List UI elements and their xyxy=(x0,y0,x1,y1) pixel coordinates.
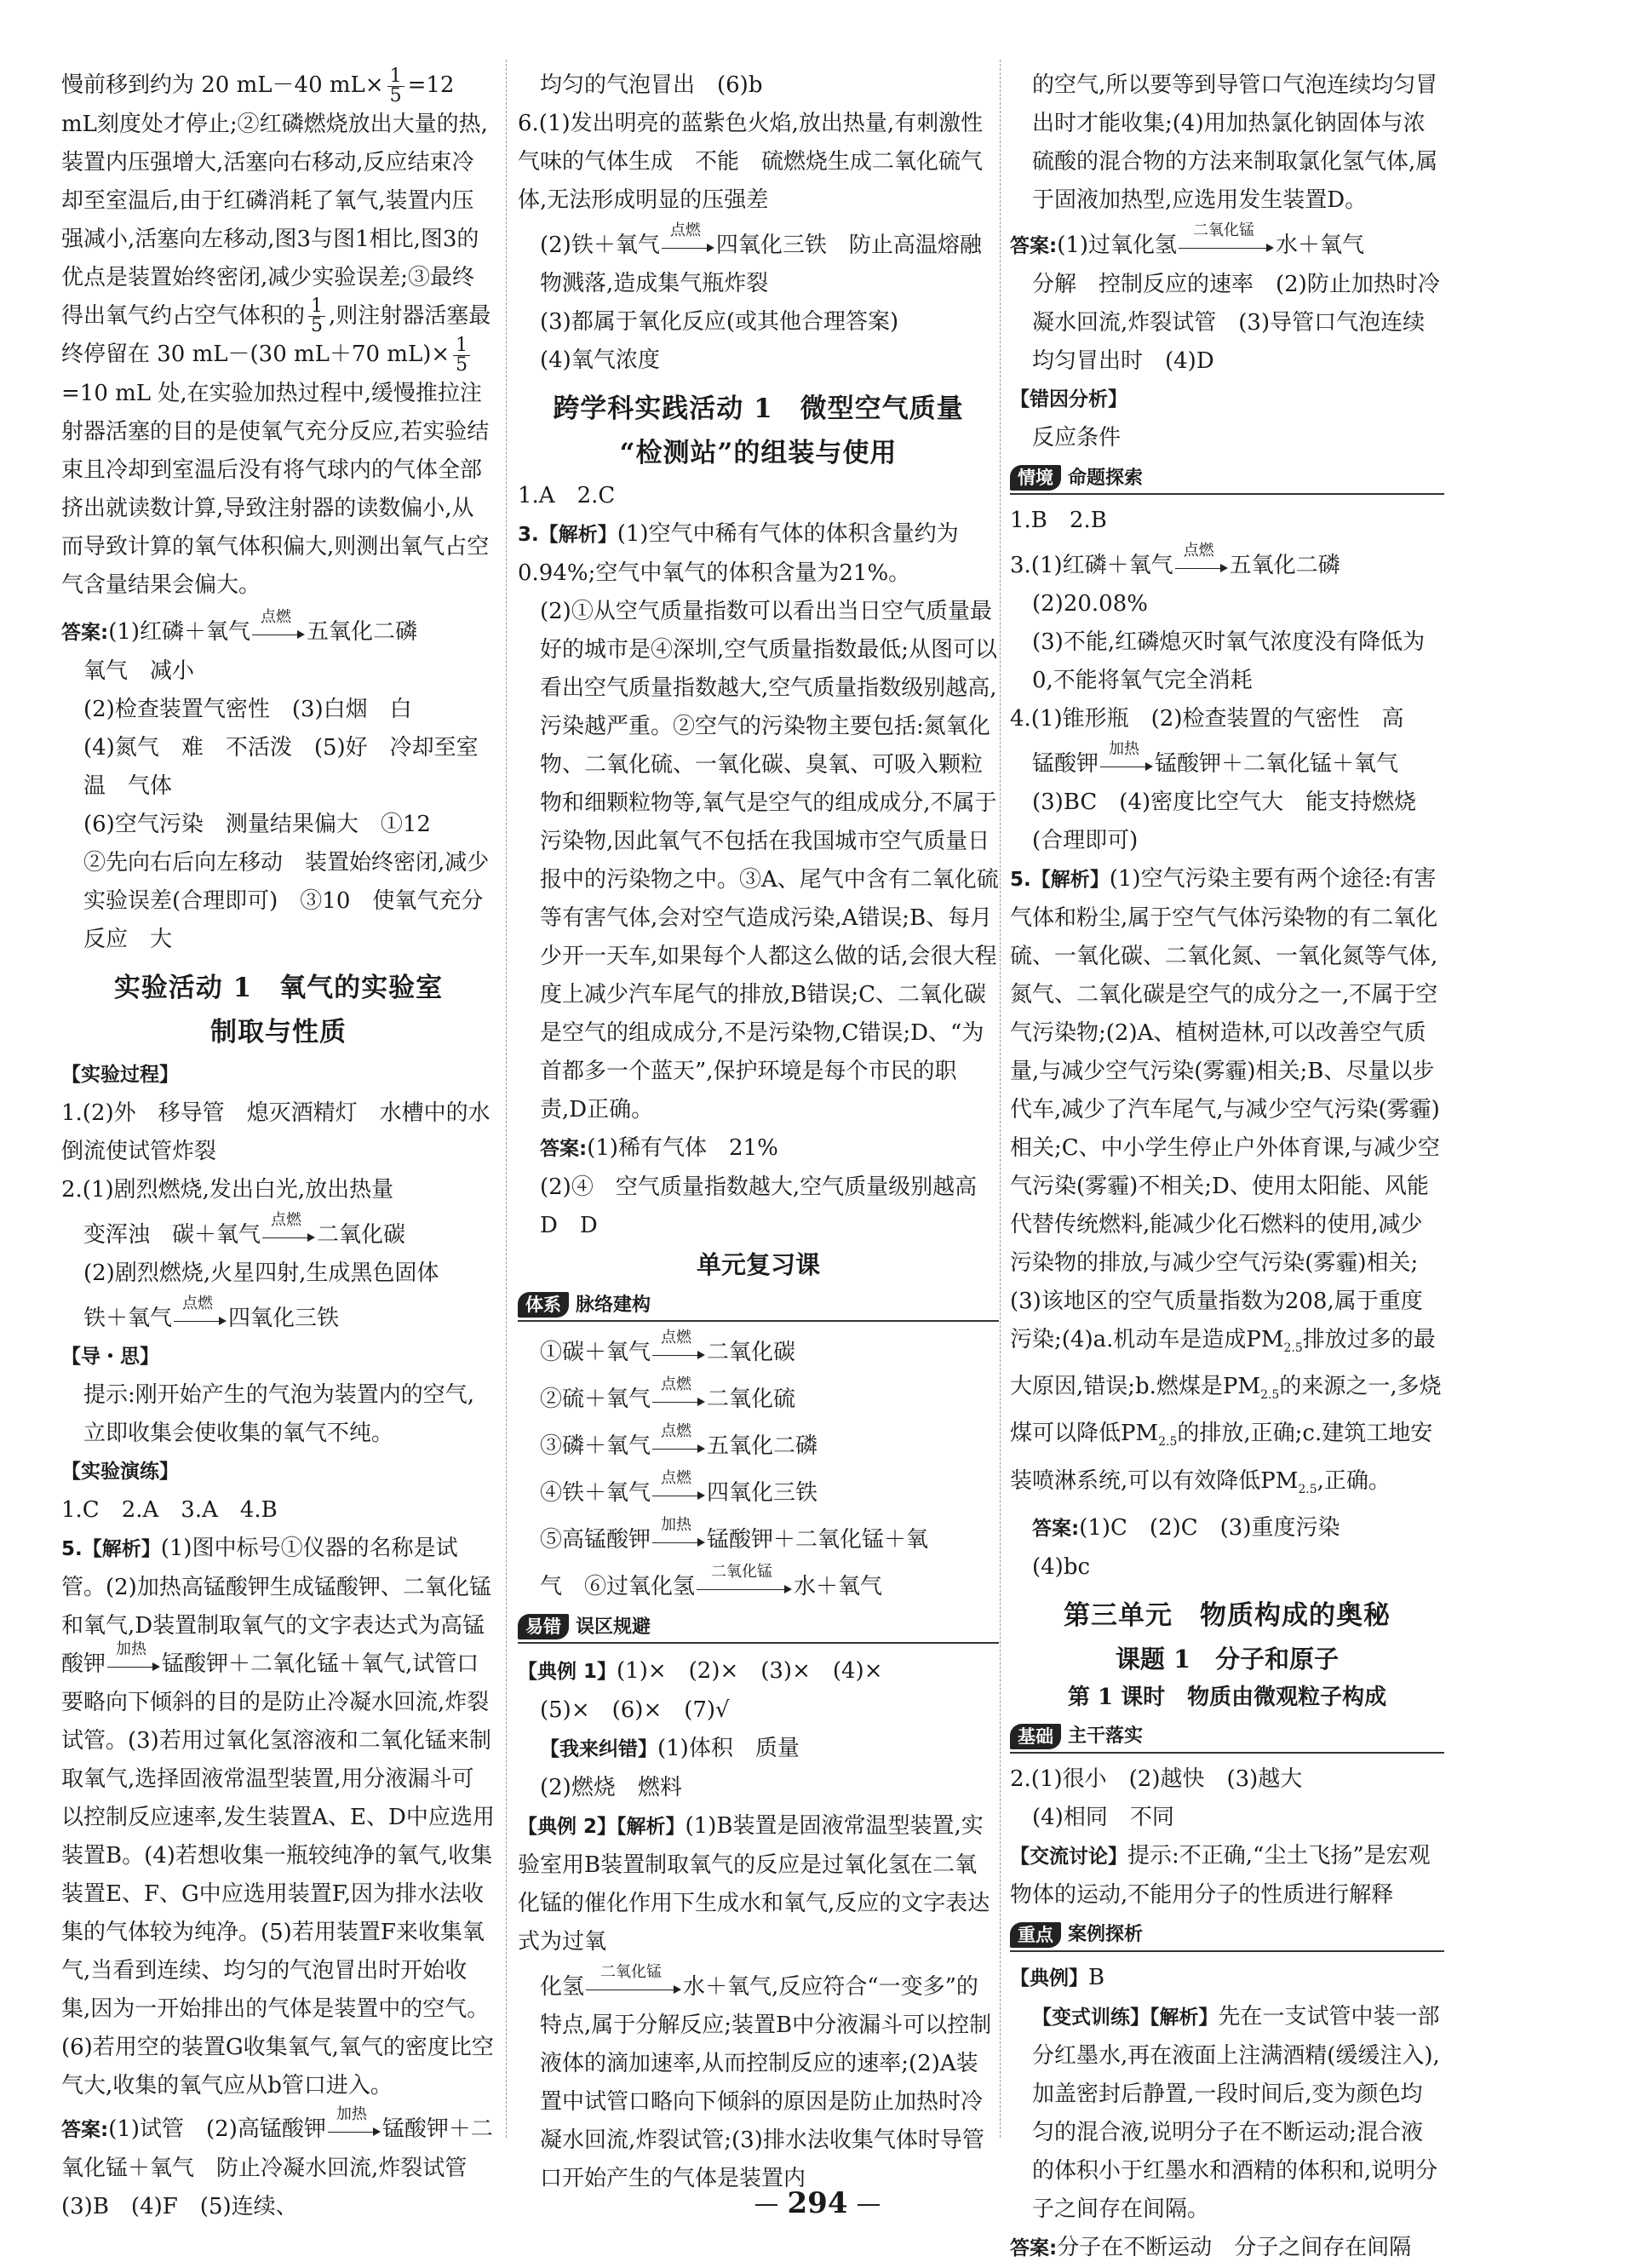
reaction-arrow: 点燃 xyxy=(1175,560,1228,573)
paragraph: 5.【解析】(1)空气污染主要有两个途径:有害气体和粉尘,属于空气气体污染物的有二氧化硫、一氧化碳、二氧化氮、一氧化氮等气体,氮气、二氧化碳是空气的成分之一,不属于空气污染物;(2)A、植树造林,可以改善空气质量,与减少空气污染(雾霾)相关;B、尽量以步代车,减少了汽车尾气,与减少空气污染(雾霾)相关;C、中小学生停止户外体育课,与减少空气污染(雾霾)不相关;D、使用太阳能、风能代替传统燃料,能减少化石燃料的使用,减少污染物的排放,与减少空气污染(雾霾)相关;(3)该地区的空气质量指数为208,属于重度污染;(4)a.机动车是造成$PM_{2.5}$排放过多的最大原因,错误;b.燃煤是$PM_{2.5}$的来源之一,多烧煤可以降低$PM_{2.5}$的排放,正确;c.建筑工地安装喷淋系统,可以有效降低$PM_{2.5}$,正确。 xyxy=(1010,866,1442,1496)
band-title: 命题探索 xyxy=(1068,467,1144,489)
paragraph: 【交流讨论】提示:不正确,“尘土飞扬”是宏观物体的运动,不能用分子的性质进行解释 xyxy=(1010,1842,1431,1908)
text: (4)氧气浓度 xyxy=(540,347,660,373)
subsection-label: 【实验演练】 xyxy=(61,1460,179,1483)
paragraph: 化氢 二氧化锰 水＋氧气,反应符合“一变多”的特点,属于分解反应;装置B中分液漏斗可以控制液体的滴加速率,从而控制反应的速率;(2)A装置中试管口略向下倾斜的原因是防止加热时冷凝水回流,炸裂试管;(3)排水法收集气体时导管口开始产生的气体是装置内 xyxy=(540,1963,992,2191)
text: (3)都属于氧化反应(或其他合理答案) xyxy=(540,309,899,335)
text: (2)燃烧 燃料 xyxy=(540,1775,682,1800)
section-heading: 单元复习课 xyxy=(696,1250,820,1279)
text: 提示:刚开始产生的气泡为装置内的空气,立即收集会使收集的氧气不纯。 xyxy=(83,1381,475,1446)
answer-block: 答案:分子在不断运动 分子之间存在间隔 xyxy=(1010,2234,1412,2260)
text: 的空气,所以要等到导管口气泡连续均匀冒出时才能收集;(4)用加热氯化钠固体与浓硫酸的混合物的方法来制取氯化氢气体,属于固液加热型,应选用发生装置D。 xyxy=(1032,72,1438,213)
equation: ③磷＋氧气 点燃 五氧化二磷 xyxy=(540,1422,818,1459)
subsection-label: 【导・思】 xyxy=(61,1345,159,1368)
band-badge: 重点 xyxy=(1010,1922,1061,1948)
text: 1.A 2.C xyxy=(518,483,616,508)
reaction-arrow: 点燃 xyxy=(652,1487,705,1501)
text: (4)相同 不同 xyxy=(1032,1804,1174,1830)
text: 分解 控制反应的速率 (2)防止加热时冷凝水回流,炸裂试管 (3)导管口气泡连续均匀冒出时 (4)D xyxy=(1032,272,1440,374)
column-1 xyxy=(61,66,496,2226)
text: 1.C 2.A 3.A 4.B xyxy=(61,1496,278,1523)
column-3 xyxy=(1010,66,1444,2268)
reaction-arrow: 点燃 xyxy=(652,1393,705,1407)
section-heading: 跨学科实践活动 1 微型空气质量 “检测站”的组装与使用 xyxy=(553,393,964,468)
page-number: 294 xyxy=(0,2186,1635,2220)
text: 【我来纠错】(1)体积 质量 xyxy=(540,1736,800,1761)
text: (5)× (6)× (7)√ xyxy=(540,1697,730,1723)
band-badge: 基础 xyxy=(1010,1724,1061,1749)
answer-block: 答案:(1)过氧化氢 二氧化锰 水＋氧气 xyxy=(1010,221,1365,258)
text: (6)空气污染 测量结果偏大 ①12 xyxy=(83,811,431,837)
section-band xyxy=(518,1289,999,1322)
section-band xyxy=(1010,462,1444,495)
reaction-arrow: 二氧化锰 xyxy=(697,1581,792,1594)
reaction-arrow: 加热 xyxy=(107,1658,160,1672)
text: 2.(1)很小 (2)越快 (3)越大 xyxy=(1010,1766,1303,1792)
reaction-arrow: 点燃 xyxy=(652,1440,705,1454)
subsection-label: 【实验过程】 xyxy=(61,1063,179,1086)
text: (4)bc xyxy=(1032,1553,1091,1580)
reaction-arrow: 点燃 xyxy=(662,239,714,253)
text: 1.(2)外 移导管 熄灭酒精灯 水槽中的水倒流使试管炸裂 xyxy=(61,1100,490,1164)
equation: 变浑浊 碳＋氧气 点燃 二氧化碳 xyxy=(83,1210,406,1248)
equation: ①碳＋氧气 点燃 二氧化碳 xyxy=(540,1329,796,1365)
answer-block: 答案:(1)稀有气体 21% xyxy=(540,1135,778,1161)
reaction-arrow: 二氧化锰 xyxy=(1179,239,1274,253)
reaction-arrow: 点燃 xyxy=(262,1229,315,1243)
column-divider-2 xyxy=(1000,60,1001,2138)
section-band xyxy=(1010,1920,1444,1952)
equation: 锰酸钾 加热 锰酸钾＋二氧化锰＋氧气 xyxy=(1032,740,1399,777)
text: 2.(1)剧烈燃烧,发出白光,放出热量 xyxy=(61,1176,394,1203)
text: 反应条件 xyxy=(1032,425,1122,451)
band-title: 误区规避 xyxy=(576,1616,651,1638)
band-badge: 体系 xyxy=(518,1292,569,1318)
reaction-arrow: 加热 xyxy=(328,2123,381,2137)
period-heading: 第 1 课时 物质由微观粒子构成 xyxy=(1067,1684,1387,1710)
band-title: 案例探析 xyxy=(1068,1924,1144,1946)
reaction-arrow: 点燃 xyxy=(652,1346,705,1360)
unit-heading: 第三单元 物质构成的奥秘 xyxy=(1064,1599,1391,1631)
equation: 气 ⑥过氧化氢 二氧化锰 水＋氧气 xyxy=(540,1563,883,1599)
column-divider-1 xyxy=(506,60,507,2138)
text: 【典例 1】(1)× (2)× (3)× (4)× xyxy=(518,1658,883,1684)
answer-block: 答案:(1)C (2)C (3)重度污染 xyxy=(1032,1514,1340,1541)
band-title: 脉络建构 xyxy=(576,1294,651,1316)
band-badge: 易错 xyxy=(518,1614,569,1639)
lesson-heading: 课题 1 分子和原子 xyxy=(1115,1644,1340,1674)
column-2 xyxy=(518,66,999,2198)
equation: (2)铁＋氧气 点燃 四氧化三铁 防止高温熔融物溅落,造成集气瓶炸裂 xyxy=(540,221,982,296)
text: 【典例】B xyxy=(1010,1964,1105,1990)
text: (2)检查装置气密性 (3)白烟 白 xyxy=(83,696,412,722)
fraction: $\frac{1}{5}$ xyxy=(453,336,470,375)
text: (3)BC (4)密度比空气大 能支持燃烧(合理即可) xyxy=(1032,789,1417,853)
text: 4.(1)锥形瓶 (2)检查装置的气密性 高 xyxy=(1010,706,1404,732)
section-band xyxy=(518,1611,999,1644)
reaction-arrow: 加热 xyxy=(652,1534,705,1547)
paragraph: 【典例 2】【解析】(1)B装置是固液常温型装置,实验室用B装置制取氧气的反应是过氧化氢在二氧化锰的催化作用下生成水和氧气,反应的文字表达式为过氧 xyxy=(518,1813,990,1955)
answer-block: 答案:(1)试管 (2)高锰酸钾 加热 锰酸钾＋二氧化锰＋氧气 防止冷凝水回流,炸裂试管 (3)B (4)F (5)连续、 xyxy=(61,2104,493,2219)
fraction: $\frac{1}{5}$ xyxy=(387,67,404,106)
paragraph: 5.【解析】(1)图中标号①仪器的名称是试管。(2)加热高锰酸钾生成锰酸钾、二氧化锰和氧气,D装置制取氧气的文字表达式为高锰酸钾 加热 锰酸钾＋二氧化锰＋氧气,试管口要略向下倾斜的目的是防止冷凝水回流,炸裂试管。(3)若用过氧化氢溶液和二氧化锰来制取氧气,选择固液常温型装置,用分液漏斗可以控制反应速率,发生装置A、E、D中应选用装置B。(4)若想收集一瓶较纯净的氧气,收集装置E、F、G中应选用装置F,因为排水法收集的气体较为纯净。(5)若用装置F来收集氧气,当看到连续、均匀的气泡冒出时开始收集,因为一开始排出的气体是装置中的空气。(6)若用空的装置G收集氧气,氧气的密度比空气大,收集的氧气应从b管口进入。 xyxy=(61,1535,495,2099)
text: ②先向右后向左移动 装置始终密闭,减少实验误差(合理即可) ③10 使氧气充分反应 大 xyxy=(83,849,490,952)
section-band xyxy=(1010,1721,1444,1754)
text: (4)氮气 难 不活泼 (5)好 冷却至室温 气体 xyxy=(83,734,479,799)
band-title: 主干落实 xyxy=(1068,1725,1144,1748)
equation: 3.(1)红磷＋氧气 点燃 五氧化二磷 xyxy=(1010,542,1340,578)
section-heading: 实验活动 1 氧气的实验室 制取与性质 xyxy=(113,972,444,1048)
reaction-arrow: 点燃 xyxy=(174,1312,227,1326)
paragraph: 3.【解析】(1)空气中稀有气体的体积含量约为 0.94%;空气中氧气的体积含量为21%。 xyxy=(518,521,959,586)
text: (2)①从空气质量指数可以看出当日空气质量最好的城市是④深圳,空气质量指数最低;从图可以看出空气质量指数越大,空气质量指数级别越高,污染越严重。②空气的污染物主要包括:氮氧化物、二氧化硫、一氧化碳、臭氧、可吸入颗粒物和细颗粒物等,氧气是空气的组成成分,不属于污染物,因此氧气不包括在我国城市空气质量日报中的污染物之中。③A、尾气中含有二氧化硫等有害气体,会对空气造成污染,A错误;B、每月少开一天车,如果每个人都这么做的话,会很大程度上减少汽车尾气的排放,B错误;C、二氧化碳是空气的组成成分,不是污染物,C错误;D、“为首都多一个蓝天”,保护环境是每个市民的职责,D正确。 xyxy=(540,599,999,1123)
text: 1.B 2.B xyxy=(1010,508,1107,533)
paragraph: 慢前移到约为 20 mL－40 mL× $\frac{1}{5}$ =12 mL刻度处才停止;②红磷燃烧放出大量的热,装置内压强增大,活塞向右移动,反应结束冷却至室温后,由于红磷消耗了氧气,装置内压强减小,活塞向左移动,图3与图1相比,图3的优点是装置始终密闭,减少实验误差;③最终得出氧气约占空气体积的 $\frac{1}{5}$ ,则注射器活塞最终停留在 30 mL－(30 mL＋70 mL)× $\frac{1}{5}$ =10 mL 处,在实验加热过程中,缓慢推拉注射器活塞的目的是使氧气充分反应,若实验结束且冷却到室温后没有将气球内的气体全部挤出就读数计算,导致注射器的读数偏小,从而导致计算的氧气体积偏大,则测出氧气占空气含量结果会偏大。 xyxy=(61,65,491,598)
text: 6.(1)发出明亮的蓝紫色火焰,放出热量,有刺激性气味的气体生成 不能 硫燃烧生成二氧化硫气体,无法形成明显的压强差 xyxy=(518,111,984,213)
equation: ④铁＋氧气 点燃 四氧化三铁 xyxy=(540,1469,818,1506)
text: 均匀的气泡冒出 (6)b xyxy=(540,72,763,98)
paragraph: 【变式训练】【解析】先在一支试管中装一部分红墨水,再在液面上注满酒精(缓缓注入),加盖密封后静置,一段时间后,变为颜色均匀的混合液,说明分子在不断运动;混合液的体积小于红墨水和酒精的体积和,说明分子之间存在间隔。 xyxy=(1032,2003,1440,2222)
answer-block: 答案:(1)红磷＋氧气 点燃 五氧化二磷 xyxy=(61,607,418,645)
text: (3)不能,红磷熄灭时氧气浓度没有降低为0,不能将氧气完全消耗 xyxy=(1032,629,1426,693)
equation: ⑤高锰酸钾 加热 锰酸钾＋二氧化锰＋氧 xyxy=(540,1516,929,1553)
reaction-arrow: 二氧化锰 xyxy=(586,1981,681,1995)
reaction-arrow: 点燃 xyxy=(252,626,305,640)
equation: ②硫＋氧气 点燃 二氧化硫 xyxy=(540,1375,796,1412)
text: (2)20.08% xyxy=(1032,591,1148,617)
text: (2)剧烈燃烧,火星四射,生成黑色固体 xyxy=(83,1260,439,1286)
equation: 铁＋氧气 点燃 四氧化三铁 xyxy=(83,1294,340,1331)
text: 氧气 减小 xyxy=(83,657,195,684)
text: (2)④ 空气质量指数越大,空气质量级别越高 D D xyxy=(540,1174,1000,1238)
fraction: $\frac{1}{5}$ xyxy=(308,297,325,336)
subsection-label: 【错因分析】 xyxy=(1010,388,1127,411)
reaction-arrow: 加热 xyxy=(1100,758,1153,772)
band-badge: 情境 xyxy=(1010,465,1061,491)
